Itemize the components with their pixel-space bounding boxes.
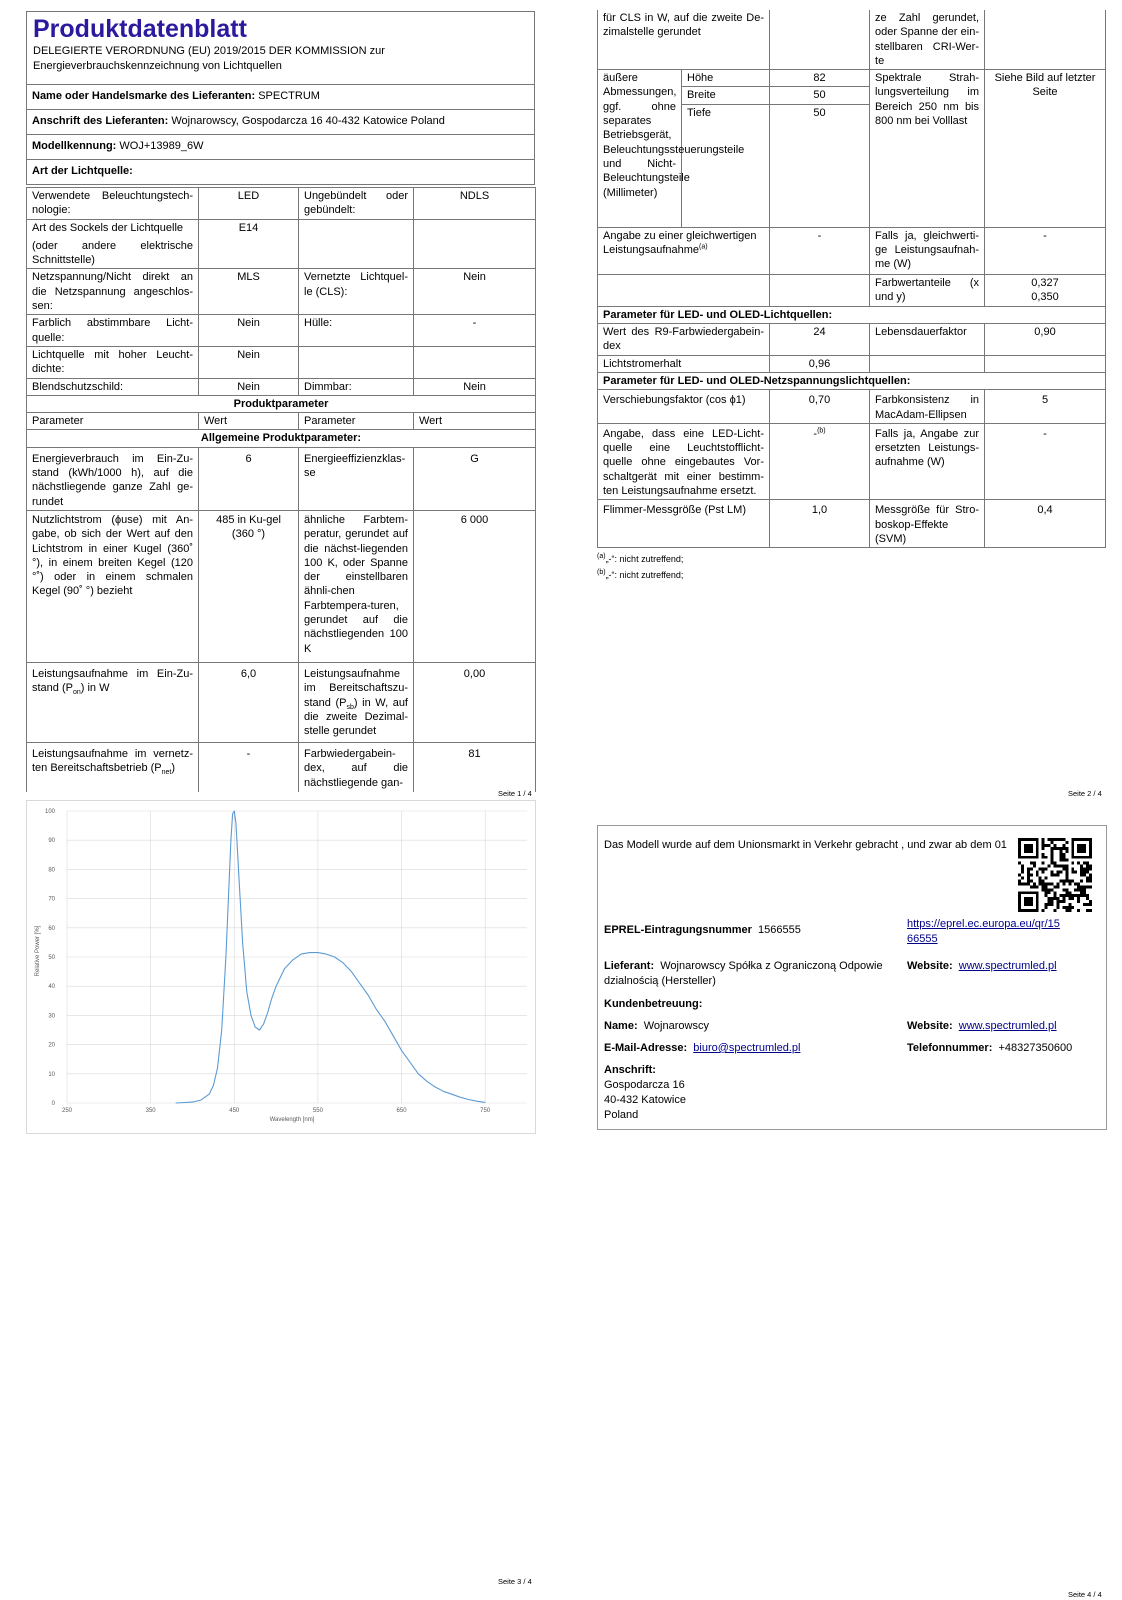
param-label: Art des Sockels der Lichtquelle bbox=[32, 221, 184, 234]
document-title: Produktdatenblatt bbox=[33, 15, 247, 43]
param-value: - bbox=[985, 423, 1106, 499]
x-tick-label: 350 bbox=[145, 1108, 156, 1114]
param-label: Ungebündelt oder gebündelt: bbox=[299, 188, 414, 220]
email-link[interactable]: biuro@spectrumled.pl bbox=[693, 1042, 801, 1054]
param-value: Nein bbox=[414, 269, 536, 315]
column-header: Wert bbox=[199, 413, 299, 430]
eprel-link-cont[interactable]: 66555 bbox=[907, 933, 938, 945]
table-row bbox=[598, 324, 1106, 356]
param-label: Lichtquelle mit hoher Leucht-dichte: bbox=[27, 346, 199, 378]
dimensions-label: äußere Abmessungen, ggf. ohne separates Betriebsgerät, Beleuchtungssteuerungsteile und Nicht-Beleuchtungsteile (Millimeter) bbox=[598, 70, 682, 228]
column-header: Parameter bbox=[299, 413, 414, 430]
supplier-value: SPECTRUM bbox=[258, 90, 320, 102]
supplier-value: Wojnarowscy Spółka z Ograniczoną Odpowie dzialnością (Hersteller) bbox=[604, 960, 883, 987]
footnote-b: $^{(b)}$„-“: nicht zutreffend; bbox=[597, 569, 684, 581]
param-value: - bbox=[770, 227, 870, 274]
table-row bbox=[27, 315, 536, 347]
param-label: Leistungsaufnahme im Ein-Zu-stand $(P_{on})$ in W bbox=[27, 662, 199, 742]
param-label: Farbkonsistenz in MacAdam-Ellipsen bbox=[870, 390, 985, 424]
param-value: NDLS bbox=[414, 188, 536, 220]
regulation-text: DELEGIERTE VERORDNUNG (EU) 2019/2015 DER KOMMISSION zur Energieverbrauchskennzeichnung von Lichtquellen bbox=[33, 45, 385, 72]
param-value: Nein bbox=[199, 378, 299, 395]
x-tick-label: 750 bbox=[480, 1108, 491, 1114]
spectral-value: Siehe Bild auf letzter Seite bbox=[985, 70, 1106, 228]
param-label: Leistungsaufnahme im Bereitschaftszu-stand $(P_{sb})$ in W, auf die zweite Dezimal-stelle gerundet bbox=[299, 662, 414, 742]
website2-label: Website: bbox=[907, 1020, 953, 1032]
column-header: Wert bbox=[414, 413, 536, 430]
param-label: ze Zahl gerundet, oder Spanne der ein-stellbaren CRI-Wer-te bbox=[870, 10, 985, 70]
param-value: 0,4 bbox=[985, 500, 1106, 548]
param-value: 6 bbox=[199, 447, 299, 510]
param-value: 81 bbox=[414, 742, 536, 792]
section-led-params: Parameter für LED- und OLED-Lichtquellen: bbox=[598, 306, 1106, 323]
page-2 bbox=[597, 10, 1107, 583]
table-row bbox=[27, 219, 536, 269]
section-mains-params: Parameter für LED- und OLED-Netzspannungslichtquellen: bbox=[598, 372, 1106, 389]
param-value: 5 bbox=[985, 390, 1106, 424]
eprel-value: 1566555 bbox=[758, 924, 801, 936]
dim-value: 50 bbox=[770, 104, 870, 227]
param-value: 0,90 bbox=[985, 324, 1106, 356]
section-product-params: Produktparameter bbox=[27, 395, 536, 412]
page-number: Seite 1 / 4 bbox=[498, 789, 532, 798]
param-value: G bbox=[414, 447, 536, 510]
table-row bbox=[27, 269, 536, 315]
phone-value: +48327350600 bbox=[998, 1042, 1073, 1054]
page-4 bbox=[597, 825, 1107, 1130]
param-label: Wert des R9-Farbwiedergabein-dex bbox=[598, 324, 770, 356]
param-label: Flimmer-Messgröße (Pst LM) bbox=[598, 500, 770, 548]
y-tick-label: 100 bbox=[44, 809, 55, 815]
dim-value: 50 bbox=[770, 87, 870, 104]
x-tick-label: 550 bbox=[312, 1108, 323, 1114]
footnote-a: $^{(a)}$„-“: nicht zutreffend; bbox=[597, 553, 684, 565]
param-label: für CLS in W, auf die zweite De-zimalstelle gerundet bbox=[598, 10, 770, 70]
column-header: Parameter bbox=[27, 413, 199, 430]
param-value: Nein bbox=[199, 346, 299, 378]
param-label: Messgröße für Stro-boskop-Effekte (SVM) bbox=[870, 500, 985, 548]
x-tick-label: 250 bbox=[61, 1108, 73, 1114]
param-value: - bbox=[199, 742, 299, 792]
y-tick-label: 30 bbox=[48, 1013, 55, 1020]
table-row bbox=[27, 188, 536, 220]
table-row bbox=[27, 346, 536, 378]
param-label: Leistungsaufnahme im vernetz-ten Bereitschaftsbetrieb $(P_{net})$ bbox=[27, 742, 199, 792]
param-value: 485 in Ku-gel (360 °) bbox=[199, 510, 299, 662]
param-label: Dimmbar: bbox=[299, 378, 414, 395]
param-label: Energieeffizienzklas-se bbox=[299, 447, 414, 510]
page1-header-table bbox=[26, 11, 535, 185]
param-label: Vernetzte Lichtquel-le (CLS): bbox=[299, 269, 414, 315]
section-general-params: Allgemeine Produktparameter: bbox=[27, 430, 536, 447]
param-value: 0,00 bbox=[414, 662, 536, 742]
param-label: Netzspannung/Nicht direkt an die Netzspannung angeschlos-sen: bbox=[27, 269, 199, 315]
model-value: WOJ+13989_6W bbox=[119, 140, 204, 152]
param-value: E14 bbox=[199, 219, 299, 269]
table-row bbox=[27, 662, 536, 742]
phone-label: Telefonnummer: bbox=[907, 1042, 993, 1054]
y-tick-label: 80 bbox=[48, 867, 55, 874]
table-row bbox=[598, 274, 1106, 306]
table-row bbox=[598, 355, 1106, 372]
page-number: Seite 4 / 4 bbox=[1068, 1590, 1102, 1599]
table-row bbox=[598, 10, 1106, 70]
param-value: 0,327 0,350 bbox=[985, 274, 1106, 306]
table-header-row bbox=[27, 413, 536, 430]
model-label: Modellkennung: bbox=[32, 140, 117, 152]
y-tick-label: 50 bbox=[48, 955, 55, 961]
param-label: Falls ja, Angabe zur ersetzten Leistungs-aufnahme (W) bbox=[870, 423, 985, 499]
table-row bbox=[598, 500, 1106, 548]
table-row bbox=[27, 447, 536, 510]
x-tick-label: 650 bbox=[396, 1108, 407, 1114]
table-row bbox=[598, 227, 1106, 274]
param-label: ähnliche Farbtem-peratur, gerundet auf die nächst-liegenden 100 K, oder Spanne der einstellbaren ähnli-chen Farbtempera-turen, gerundet auf die nächstliegenden 100 K bbox=[299, 510, 414, 662]
table-row bbox=[27, 510, 536, 662]
param-value: 0,70 bbox=[770, 390, 870, 424]
param-label: Blendschutzschild: bbox=[27, 378, 199, 395]
param-label: Falls ja, gleichwerti-ge Leistungsaufnah-me (W) bbox=[870, 227, 985, 274]
y-tick-label: 10 bbox=[48, 1071, 55, 1078]
eprel-link[interactable]: https://eprel.ec.europa.eu/qr/15 bbox=[907, 918, 1060, 930]
param-value: 6,0 bbox=[199, 662, 299, 742]
y-axis-label: Relative Power [%] bbox=[35, 925, 41, 977]
param-value: Nein bbox=[414, 378, 536, 395]
param-value: - bbox=[414, 315, 536, 347]
param-label: Angabe, dass eine LED-Licht-quelle eine Leuchtstofflicht-quelle ohne eingebautes Vor-schaltgerät mit einer bestimm-ten Leistungsaufnahme ersetzt. bbox=[598, 423, 770, 499]
dim-name: Höhe bbox=[682, 70, 770, 87]
address-label: Anschrift des Lieferanten: bbox=[32, 115, 169, 127]
page-1 bbox=[26, 11, 536, 792]
dim-name: Tiefe bbox=[682, 104, 770, 227]
page2-param-table bbox=[597, 10, 1106, 548]
param-value: 0,96 bbox=[770, 355, 870, 372]
param-value: MLS bbox=[199, 269, 299, 315]
address-value: Wojnarowscy, Gospodarcza 16 40-432 Katowice Poland bbox=[171, 115, 445, 127]
param-label: Energieverbrauch im Ein-Zu-stand (kWh/1000 h), auf die nächstliegende ganze Zahl ge-rundet bbox=[27, 447, 199, 510]
table-row bbox=[27, 378, 536, 395]
customer-service-label: Kundenbetreuung: bbox=[604, 998, 703, 1010]
name-label: Name: bbox=[604, 1020, 638, 1032]
param-label: Lichtstromerhalt bbox=[598, 355, 770, 372]
dim-name: Breite bbox=[682, 87, 770, 104]
param-label: Lebensdauerfaktor bbox=[870, 324, 985, 356]
y-tick-label: 90 bbox=[48, 838, 55, 845]
table-row bbox=[598, 423, 1106, 499]
website2-link[interactable]: www.spectrumled.pl bbox=[958, 1020, 1057, 1032]
table-row bbox=[27, 742, 536, 792]
email-label: E-Mail-Adresse: bbox=[604, 1042, 688, 1054]
param-label: Nutzlichtstrom (ϕuse) mit An-gabe, ob sich der Wert auf den Lichtstrom in einer Kugel (360˚ °), in einem breiten Kegel (120 °˚) oder in einem schmalen Kegel (90˚ °) bezieht bbox=[27, 510, 199, 662]
param-value: 1,0 bbox=[770, 500, 870, 548]
param-label: Farbwertanteile (x und y) bbox=[870, 274, 985, 306]
name-value: Wojnarowscy bbox=[643, 1020, 709, 1032]
page-3 bbox=[26, 800, 536, 1134]
light-type-label: Art der Lichtquelle: bbox=[27, 160, 535, 185]
dim-value: 82 bbox=[770, 70, 870, 87]
table-row bbox=[598, 390, 1106, 424]
spectral-label: Spektrale Strah-lungsverteilung im Bereich 250 nm bis 800 nm bei Volllast bbox=[870, 70, 985, 228]
page-number: Seite 3 / 4 bbox=[498, 1577, 532, 1586]
spectral-distribution-chart bbox=[27, 801, 535, 1133]
param-value: Nein bbox=[199, 315, 299, 347]
page-number: Seite 2 / 4 bbox=[1068, 789, 1102, 798]
param-label: Verschiebungsfaktor (cos ϕ1) bbox=[598, 390, 770, 424]
x-axis-label: Wavelength [nm] bbox=[269, 1117, 315, 1123]
param-value: LED bbox=[199, 188, 299, 220]
qr-code-icon bbox=[1018, 838, 1092, 912]
eprel-label: EPREL-Eintragungsnummer bbox=[604, 924, 752, 936]
param-value: 24 bbox=[770, 324, 870, 356]
x-tick-label: 450 bbox=[229, 1108, 240, 1114]
address-line: Poland bbox=[604, 1109, 639, 1121]
website-link[interactable]: www.spectrumled.pl bbox=[958, 960, 1057, 972]
y-tick-label: 20 bbox=[48, 1042, 55, 1049]
supplier-label: Name oder Handelsmarke des Lieferanten: bbox=[32, 90, 256, 102]
website-label: Website: bbox=[907, 960, 953, 972]
param-label-sub: (oder andere elektrische Schnittstelle) bbox=[32, 239, 193, 267]
param-label: Angabe zu einer gleichwertigen Leistungsaufnahme$^{(a)}$ bbox=[598, 227, 770, 274]
table-row bbox=[598, 70, 1106, 87]
y-tick-label: 40 bbox=[48, 984, 55, 991]
param-label: Hülle: bbox=[299, 315, 414, 347]
market-text: Das Modell wurde auf dem Unionsmarkt in Verkehr gebracht , und zwar ab dem 01 bbox=[604, 839, 1007, 851]
address-line: 40-432 Katowice bbox=[604, 1094, 686, 1106]
y-tick-label: 70 bbox=[48, 896, 55, 903]
address-label: Anschrift: bbox=[604, 1064, 656, 1076]
param-value: 6 000 bbox=[414, 510, 536, 662]
param-label: Farbwiedergabein-dex, auf die nächstliegende gan- bbox=[299, 742, 414, 792]
supplier-label: Lieferant: bbox=[604, 960, 655, 972]
address-line: Gospodarcza 16 bbox=[604, 1079, 685, 1091]
param-value: -$^{(b)}$ bbox=[770, 423, 870, 499]
param-value: - bbox=[985, 227, 1106, 274]
y-tick-label: 60 bbox=[48, 925, 55, 932]
page1-param-table bbox=[26, 187, 536, 792]
param-label: Farblich abstimmbare Licht-quelle: bbox=[27, 315, 199, 347]
y-tick-label: 0 bbox=[51, 1101, 55, 1107]
param-label: Verwendete Beleuchtungstech-nologie: bbox=[27, 188, 199, 220]
